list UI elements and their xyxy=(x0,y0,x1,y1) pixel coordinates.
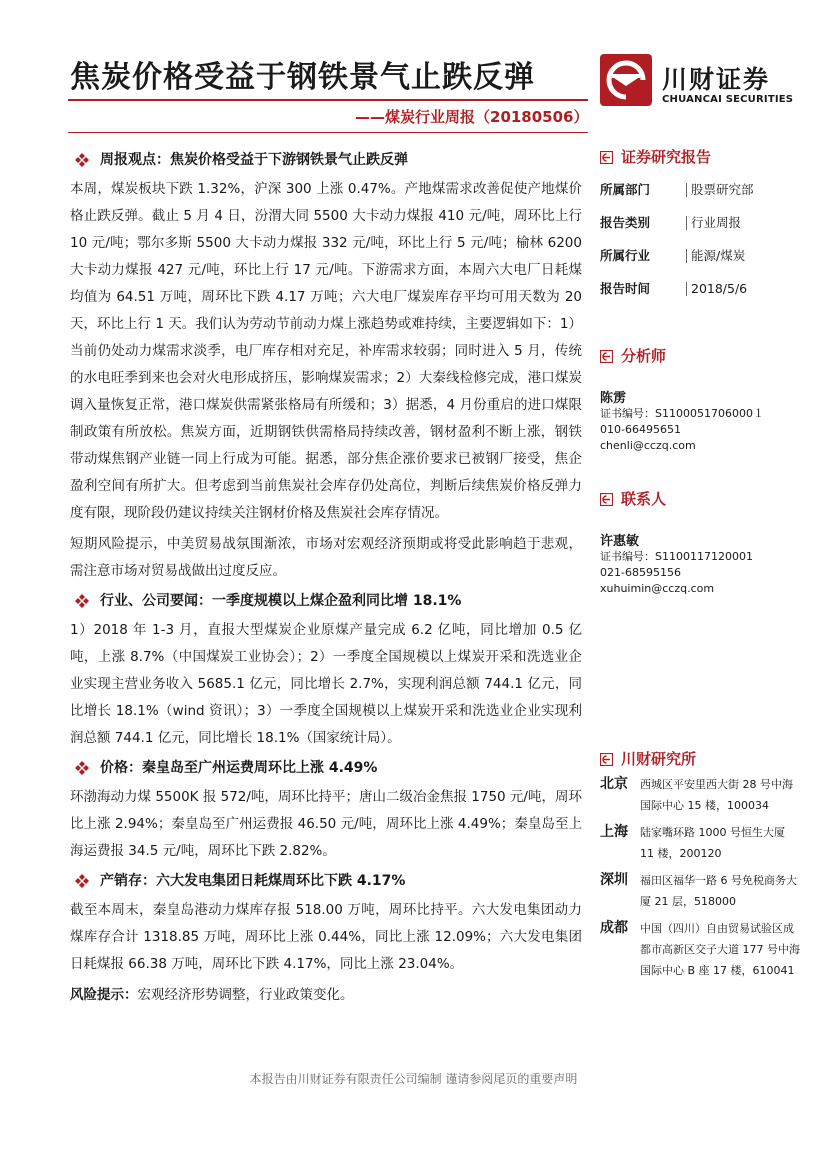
office-chengdu: 成都 中国（四川）自由贸易试验区成都市高新区交子大道 177 号中海国际中心 B 座 17 楼，610041 xyxy=(600,920,800,977)
paragraph: 短期风险提示，中美贸易战氛围渐浓，市场对宏观经济预期或将受此影响趋于悲观，需注意市场对贸易战做出过度反应。 xyxy=(70,536,582,579)
sidebar-heading: 证券研究报告 xyxy=(600,146,800,168)
info-row-date: 报告时间 2018/5/6 xyxy=(600,281,748,296)
main-content xyxy=(70,148,582,1009)
logo-bullet-icon xyxy=(600,151,613,164)
info-row-department: 所属部门 股票研究部 xyxy=(600,182,754,197)
page-footer: 本报告由川财证券有限责任公司编制 谨请参阅尾页的重要声明 xyxy=(249,1072,578,1086)
contact-email[interactable]: xuhuimin@cczq.com xyxy=(600,582,715,595)
section-heading xyxy=(70,756,582,780)
section-heading xyxy=(70,148,582,172)
info-row-industry: 所属行业 能源/煤炭 xyxy=(600,248,746,263)
report-subtitle: ——煤炭行业周报（20180506） xyxy=(355,108,589,126)
logo-text-en: CHUANCAI SECURITIES xyxy=(662,94,794,105)
diamond-bullet-icon xyxy=(74,152,90,168)
subtitle-divider xyxy=(68,132,588,133)
office-shanghai: 上海 陆家嘴环路 1000 号恒生大厦 11 楼，200120 xyxy=(600,824,785,860)
sidebar-analyst xyxy=(600,345,800,454)
sidebar-institute xyxy=(600,748,800,981)
sidebar-heading: 川财研究所 xyxy=(600,748,800,770)
diamond-bullet-icon xyxy=(74,760,90,776)
diamond-bullet-icon xyxy=(74,593,90,609)
section-heading-text: 产销存：六大发电集团日耗煤周环比下跌 4.17% xyxy=(100,873,406,889)
section-heading-text: 周报观点：焦炭价格受益于下游钢铁景气止跌反弹 xyxy=(100,152,408,168)
logo-text-cn: 川财证券 xyxy=(662,65,771,94)
logo-bullet-icon xyxy=(600,753,613,766)
sidebar-heading: 联系人 xyxy=(600,488,800,510)
contact-cert: 证书编号：S1100117120001 xyxy=(600,550,753,563)
diamond-bullet-icon xyxy=(74,873,90,889)
risk-note xyxy=(70,982,582,1009)
contact-name: 许惠敏 xyxy=(600,534,640,549)
section-heading-text: 行业、公司要闻：一季度规模以上煤企盈利同比增 18.1% xyxy=(100,593,462,609)
sidebar-contact xyxy=(600,488,800,597)
risk-text: 宏观经济形势调整，行业政策变化。 xyxy=(137,987,354,1003)
section-heading-text: 价格：秦皇岛至广州运费周环比上涨 4.49% xyxy=(100,760,378,776)
office-beijing: 北京 西城区平安里西大街 28 号中海国际中心 15 楼，100034 xyxy=(600,776,793,812)
paragraph: 1）2018 年 1-3 月，直报大型煤炭企业原煤产量完成 6.2 亿吨，同比增加 0.5 亿吨，上涨 8.7%（中国煤炭工业协会）；2）一季度全国规模以上煤炭开采和洗选业企业实现主营业务收入 5685.1 亿元，同比增长 2.7%，实现利润总额 744.1 亿元，同比增长 18.1%（wind 资讯）；3）一季度全国规模以上煤炭开采和洗选业企业实现利润总额 744.1 亿元，同比增长 18.1%（国家统计局）。 xyxy=(70,622,582,746)
contact-phone: 021-68595156 xyxy=(600,566,681,579)
analyst-phone: 010-66495651 xyxy=(600,423,681,436)
info-row-category: 报告类别 行业周报 xyxy=(600,215,742,230)
analyst-name: 陈雳 xyxy=(600,391,627,406)
paragraph: 截至本周末，秦皇岛港动力煤库存报 518.00 万吨，周环比持平。六大发电集团动力煤库存合计 1318.85 万吨，周环比上涨 0.44%，同比上涨 12.09%；六大发电集团日耗煤报 66.38 万吨，周环比下跌 4.17%，同比上涨 23.04%。 xyxy=(70,902,582,972)
office-shenzhen: 深圳 福田区福华一路 6 号免税商务大厦 21 层，518000 xyxy=(600,872,797,908)
analyst-cert: 证书编号：S1100051706000１ xyxy=(600,407,764,420)
sidebar-report-info xyxy=(600,146,800,312)
section-heading xyxy=(70,869,582,893)
sidebar-heading: 分析师 xyxy=(600,345,800,367)
logo-bullet-icon xyxy=(600,493,613,506)
section-heading xyxy=(70,589,582,613)
paragraph: 本周，煤炭板块下跌 1.32%，沪深 300 上涨 0.47%。产地煤需求改善促使产地煤价格止跌反弹。截止 5 月 4 日，汾渭大同 5500 大卡动力煤报 410 元/吨，周环比上行 10 元/吨；鄂尔多斯 5500 大卡动力煤报 332 元/吨，环比上行 5 元/吨；榆林 6200 大卡动力煤报 427 元/吨，环比上行 17 元/吨。下游需求方面，本周六大电厂日耗煤均值为 64.51 万吨，周环比下跌 4.17 万吨；六大电厂煤炭库存平均可用天数为 20 天，环比上行 1 天。我们认为劳动节前动力煤上涨趋势或难持续，主要逻辑如下：1）当前仍处动力煤需求淡季，电厂库存相对充足，补库需求较弱；同时进入 5 月，传统的水电旺季到来也会对火电形成挤压，影响煤炭需求；2）大秦线检修完成，港口煤炭调入量恢复正常，港口煤炭供需紧张格局有所缓和；3）据悉，4 月份重启的进口煤限制政策有所放松。焦炭方面，近期钢铁供需格局持续改善，钢材盈利不断上涨，钢铁带动煤焦钢产业链一同上行成为可能。据悉，部分焦企涨价要求已被钢厂接受，焦企盈利空间有所扩大。但考虑到当前焦炭社会库存仍处高位，判断后续焦炭价格反弹力度有限，现阶段仍建议持续关注钢材价格及焦炭社会库存情况。 xyxy=(70,181,582,521)
report-title: 焦炭价格受益于钢铁景气止跌反弹 xyxy=(70,60,535,95)
title-divider xyxy=(68,99,588,101)
analyst-email[interactable]: chenli@cczq.com xyxy=(600,439,696,452)
paragraph: 环渤海动力煤 5500K 报 572/吨，周环比持平；唐山二级冶金焦报 1750 元/吨，周环比上涨 2.94%；秦皇岛至广州运费报 46.50 元/吨，周环比上涨 4.49%；秦皇岛至上海运费报 34.5 元/吨，周环比下跌 2.82%。 xyxy=(70,789,582,859)
logo-bullet-icon xyxy=(600,350,613,363)
chuancai-logo-icon xyxy=(600,54,652,106)
risk-label: 风险提示： xyxy=(70,987,138,1003)
